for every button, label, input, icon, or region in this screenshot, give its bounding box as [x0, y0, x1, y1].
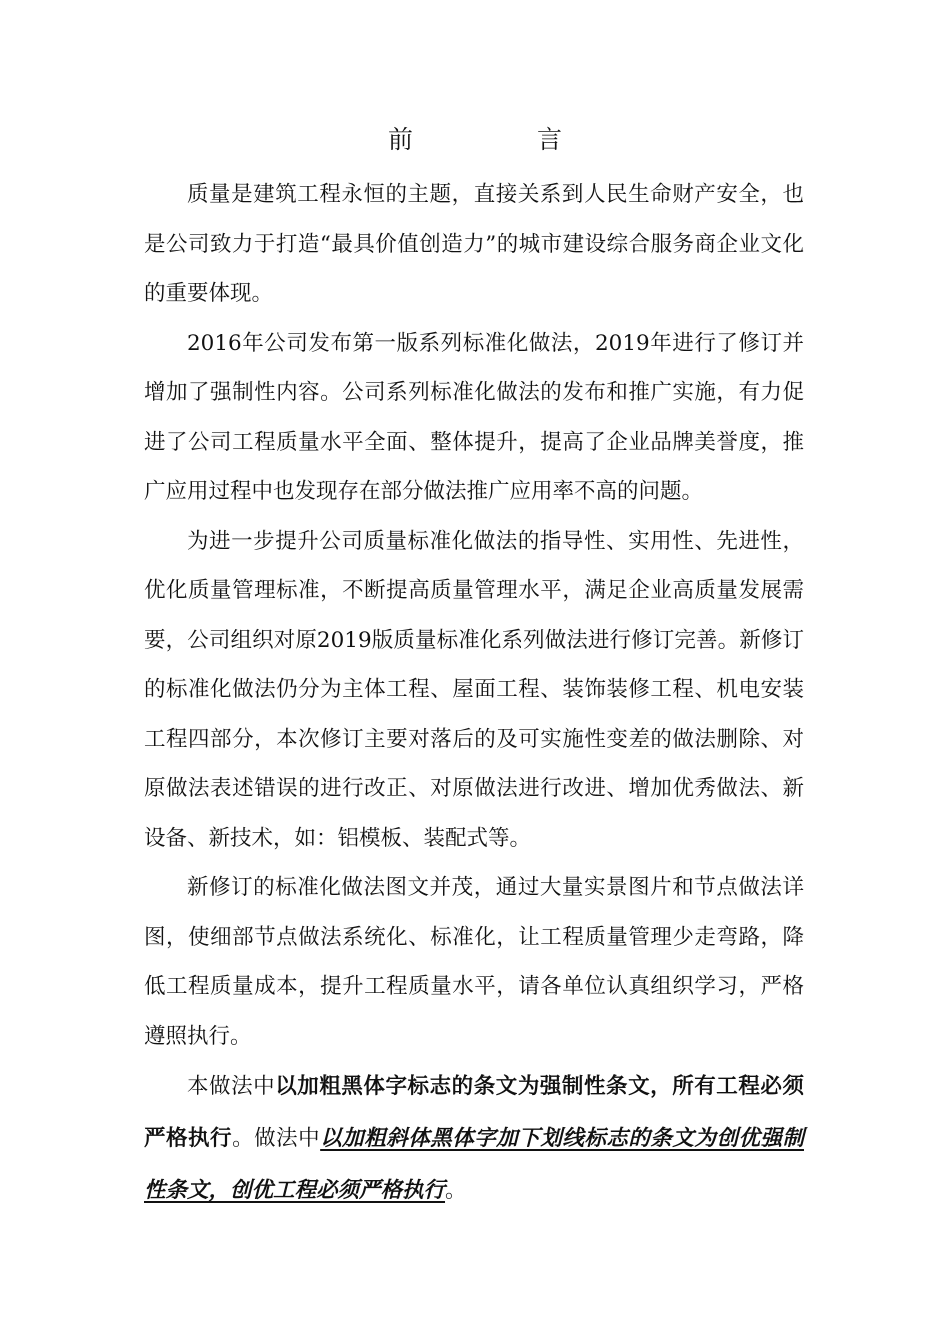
document-body: [144, 170, 804, 1217]
excellence-clause-note: 以加粗斜体黑体字加下划线标志的条文为创优强制性条文，创优工程必须严格执行: [144, 1126, 804, 1203]
paragraph-5-end: 。: [445, 1178, 467, 1203]
paragraph-3: 为进一步提升公司质量标准化做法的指导性、实用性、先进性，优化质量管理标准，不断提高质量管理水平，满足企业高质量发展需要，公司组织对原2019版质量标准化系列做法进行修订完善。新修订的标准化做法仍分为主体工程、屋面工程、装饰装修工程、机电安装工程四部分，本次修订主要对落后的及可实施性变差的做法删除、对原做法表述错误的进行改正、对原做法进行改进、增加优秀做法、新设备、新技术，如：铝模板、装配式等。: [144, 528, 804, 851]
page-title: 前 言: [388, 125, 620, 154]
paragraph-4: 新修订的标准化做法图文并茂，通过大量实景图片和节点做法详图，使细部节点做法系统化、标准化，让工程质量管理少走弯路，降低工程质量成本，提升工程质量水平，请各单位认真组织学习，严格遵照执行。: [144, 875, 804, 1049]
paragraph-5: [144, 1061, 804, 1217]
paragraph-2: 2016年公司发布第一版系列标准化做法，2019年进行了修订并增加了强制性内容。公司系列标准化做法的发布和推广实施，有力促进了公司工程质量水平全面、整体提升，提高了企业品牌美誉度，推广应用过程中也发现存在部分做法推广应用率不高的问题。: [144, 330, 804, 504]
paragraph-5-intro: 本做法中: [187, 1074, 276, 1099]
paragraph-1: 质量是建筑工程永恒的主题，直接关系到人民生命财产安全，也是公司致力于打造“最具价值创造力”的城市建设综合服务商企业文化的重要体现。: [144, 182, 804, 306]
mandatory-clause-note: 以加粗黑体字标志的条文为强制性条文，所有工程必须严格执行: [144, 1074, 804, 1151]
paragraph-5-connector: 。做法中: [232, 1126, 321, 1151]
